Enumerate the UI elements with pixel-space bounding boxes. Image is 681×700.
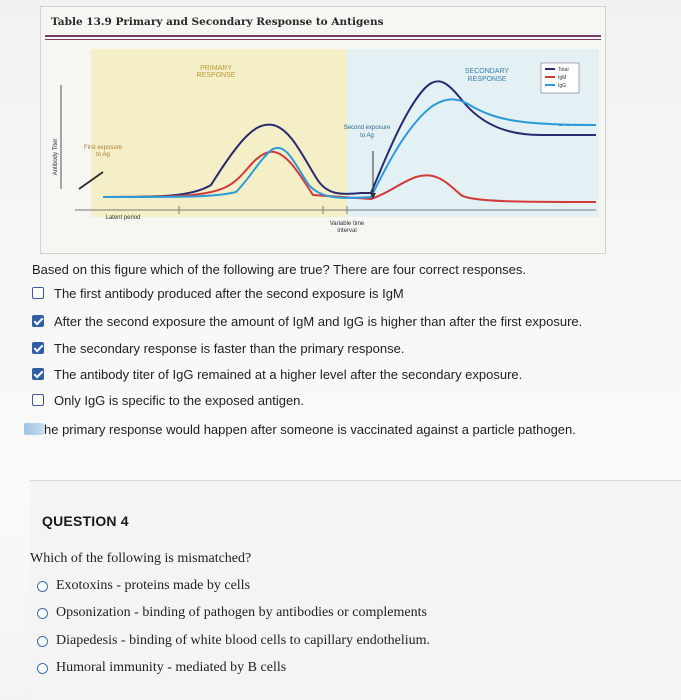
second-exposure-label-line-1: Second exposure xyxy=(343,125,391,131)
answer-option-label: After the second exposure the amount of IgM and IgG is higher than after the first exposure. xyxy=(54,313,583,329)
legend-igg-label: IgG xyxy=(558,83,567,89)
answer-option-label: The secondary response is faster than the primary response. xyxy=(54,340,405,356)
question-4-heading: QUESTION 4 xyxy=(42,513,129,529)
variable-time-label-line-2: interval xyxy=(337,228,357,234)
radio-button[interactable] xyxy=(37,636,48,647)
secondary-label-line-1: SECONDARY xyxy=(464,68,510,75)
answer-option-label: Only IgG is specific to the exposed antigen. xyxy=(54,392,305,408)
answer-option-label: The first antibody produced after the second exposure is IgM xyxy=(54,285,404,301)
secondary-label-line-2: RESPONSE xyxy=(467,76,507,83)
checkbox-checked[interactable] xyxy=(32,342,44,354)
section-divider xyxy=(30,480,681,481)
latent-period-label: Latent period xyxy=(105,215,141,221)
checkbox-checked[interactable] xyxy=(32,368,44,380)
answer-option-label: he primary response would happen after someone is vaccinated against a particle pathogen. xyxy=(44,421,576,437)
q4-option-label: Humoral immunity - mediated by B cells xyxy=(56,660,287,675)
answer-option-2[interactable] xyxy=(32,312,582,330)
q4-option-1[interactable] xyxy=(37,577,250,595)
q4-option-label: Opsonization - binding of pathogen by antibodies or complements xyxy=(56,605,427,620)
second-exposure-label-line-2: to Ag xyxy=(360,133,374,139)
answer-option-1[interactable] xyxy=(32,284,404,302)
figure-panel xyxy=(40,6,606,254)
q4-option-label: Diapedesis - binding of white blood cells to capillary endothelium. xyxy=(56,633,431,648)
checkbox-unchecked[interactable] xyxy=(32,287,44,299)
variable-time-label-line-1: Variable time xyxy=(329,221,365,227)
primary-label-line-1: PRIMARY xyxy=(200,65,232,72)
figure-title: Table 13.9 Primary and Secondary Response to Antigens xyxy=(51,16,384,28)
first-exposure-label-line-2: to Ag xyxy=(96,152,110,158)
checkbox-unchecked[interactable] xyxy=(32,394,44,406)
q4-option-3[interactable] xyxy=(37,632,430,650)
y-axis-label: Antibody Titer xyxy=(53,138,59,176)
q4-option-label: Exotoxins - proteins made by cells xyxy=(56,578,251,593)
primary-label-line-2: RESPONSE xyxy=(196,72,236,79)
q4-option-2[interactable] xyxy=(37,604,427,622)
radio-button[interactable] xyxy=(37,581,48,592)
question-prompt: Based on this figure which of the following are true? There are four correct responses. xyxy=(32,262,527,277)
radio-button[interactable] xyxy=(37,663,48,674)
answer-option-label: The antibody titer of IgG remained at a higher level after the secondary exposure. xyxy=(54,366,523,382)
q4-option-4[interactable] xyxy=(37,659,286,677)
answer-option-6[interactable] xyxy=(24,420,576,438)
legend-total-label: Total xyxy=(558,67,569,73)
first-exposure-label-line-1: First exposure xyxy=(83,145,123,151)
answer-option-5[interactable] xyxy=(32,391,304,409)
answer-option-3[interactable] xyxy=(32,339,404,357)
answer-option-4[interactable] xyxy=(32,365,522,383)
question-4-prompt: Which of the following is mismatched? xyxy=(30,551,252,566)
legend-igm-label: IgM xyxy=(558,75,567,81)
checkbox-checked[interactable] xyxy=(32,315,44,327)
radio-button[interactable] xyxy=(37,608,48,619)
antibody-response-graph xyxy=(41,7,605,253)
checkbox-checked[interactable] xyxy=(24,423,44,435)
